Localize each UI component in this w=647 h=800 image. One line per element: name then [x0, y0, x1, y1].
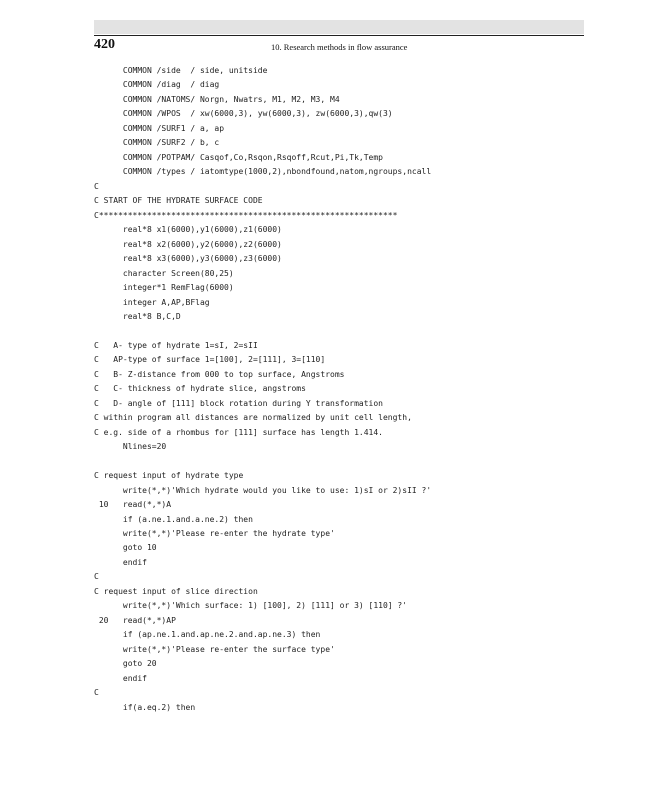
code-line: endif: [94, 557, 147, 567]
code-line: integer A,AP,BFlag: [94, 297, 210, 307]
code-line: 10 read(*,*)A: [94, 500, 172, 510]
code-line: COMMON /POTPAM/ Casqof,Co,Rsqon,Rsqoff,Rcut,Pi,Tk,Temp: [94, 152, 383, 162]
running-head: 10. Research methods in flow assurance: [271, 42, 408, 52]
code-line: [94, 455, 431, 469]
code-line: COMMON /SURF2 / b, c: [94, 138, 220, 148]
code-line: C request input of hydrate type: [94, 471, 244, 481]
code-line: C request input of slice direction: [94, 586, 258, 596]
code-line: integer*1 RemFlag(6000): [94, 283, 234, 293]
code-line: COMMON /side / side, unitside: [94, 66, 268, 75]
code-line: COMMON /WPOS / xw(6000,3), yw(6000,3), zw(6000,3),qw(3): [94, 109, 393, 119]
code-line: C**************************************************************: [94, 210, 398, 220]
code-line: COMMON /SURF1 / a, ap: [94, 123, 225, 133]
code-line: COMMON /diag / diag: [94, 80, 220, 90]
code-line: COMMON /NATOMS/ Norgn, Nwatrs, M1, M2, M3, M4: [94, 94, 340, 104]
code-line: [94, 324, 431, 338]
code-line: C: [94, 181, 99, 191]
code-line: C: [94, 688, 99, 698]
code-line: if(a.eq.2) then: [94, 702, 196, 712]
code-line: write(*,*)'Which hydrate would you like to use: 1)sI or 2)sII ?': [94, 485, 432, 495]
code-line: C within program all distances are normalized by unit cell length,: [94, 413, 412, 423]
code-line: C D- angle of [111] block rotation during Y transformation: [94, 398, 383, 408]
code-line: C B- Z-distance from 000 to top surface, Angstroms: [94, 369, 345, 379]
code-line: C C- thickness of hydrate slice, angstroms: [94, 384, 306, 394]
code-line: write(*,*)'Please re-enter the surface type': [94, 644, 335, 654]
code-line: write(*,*)'Which surface: 1) [100], 2) [111] or 3) [110] ?': [94, 601, 408, 611]
code-line: COMMON /types / iatomtype(1000,2),nbondfound,natom,ngroups,ncall: [94, 167, 432, 177]
code-line: goto 20: [94, 659, 157, 669]
page-number: 420: [94, 37, 115, 52]
code-line: C A- type of hydrate 1=sI, 2=sII: [94, 340, 258, 350]
code-line: C e.g. side of a rhombus for [111] surface has length 1.414.: [94, 427, 383, 437]
code-line: if (ap.ne.1.and.ap.ne.2.and.ap.ne.3) then: [94, 630, 321, 640]
code-line: write(*,*)'Please re-enter the hydrate type': [94, 529, 335, 538]
code-line: endif: [94, 673, 147, 683]
header-band: [94, 20, 584, 34]
code-line: C START OF THE HYDRATE SURFACE CODE: [94, 196, 263, 206]
code-line: real*8 B,C,D: [94, 311, 181, 321]
header-rule: [94, 35, 584, 36]
code-line: C: [94, 572, 99, 582]
code-line: goto 10: [94, 543, 157, 553]
code-line: C AP-type of surface 1=[100], 2=[111], 3=[110]: [94, 355, 326, 365]
code-line: real*8 x3(6000),y3(6000),z3(6000): [94, 254, 282, 264]
code-line: Nlines=20: [94, 442, 167, 452]
code-line: 20 read(*,*)AP: [94, 615, 176, 625]
code-line: if (a.ne.1.and.a.ne.2) then: [94, 514, 253, 524]
code-line: real*8 x2(6000),y2(6000),z2(6000): [94, 239, 282, 249]
code-listing: [94, 64, 431, 715]
code-line: real*8 x1(6000),y1(6000),z1(6000): [94, 225, 282, 235]
code-line: character Screen(80,25): [94, 268, 234, 278]
